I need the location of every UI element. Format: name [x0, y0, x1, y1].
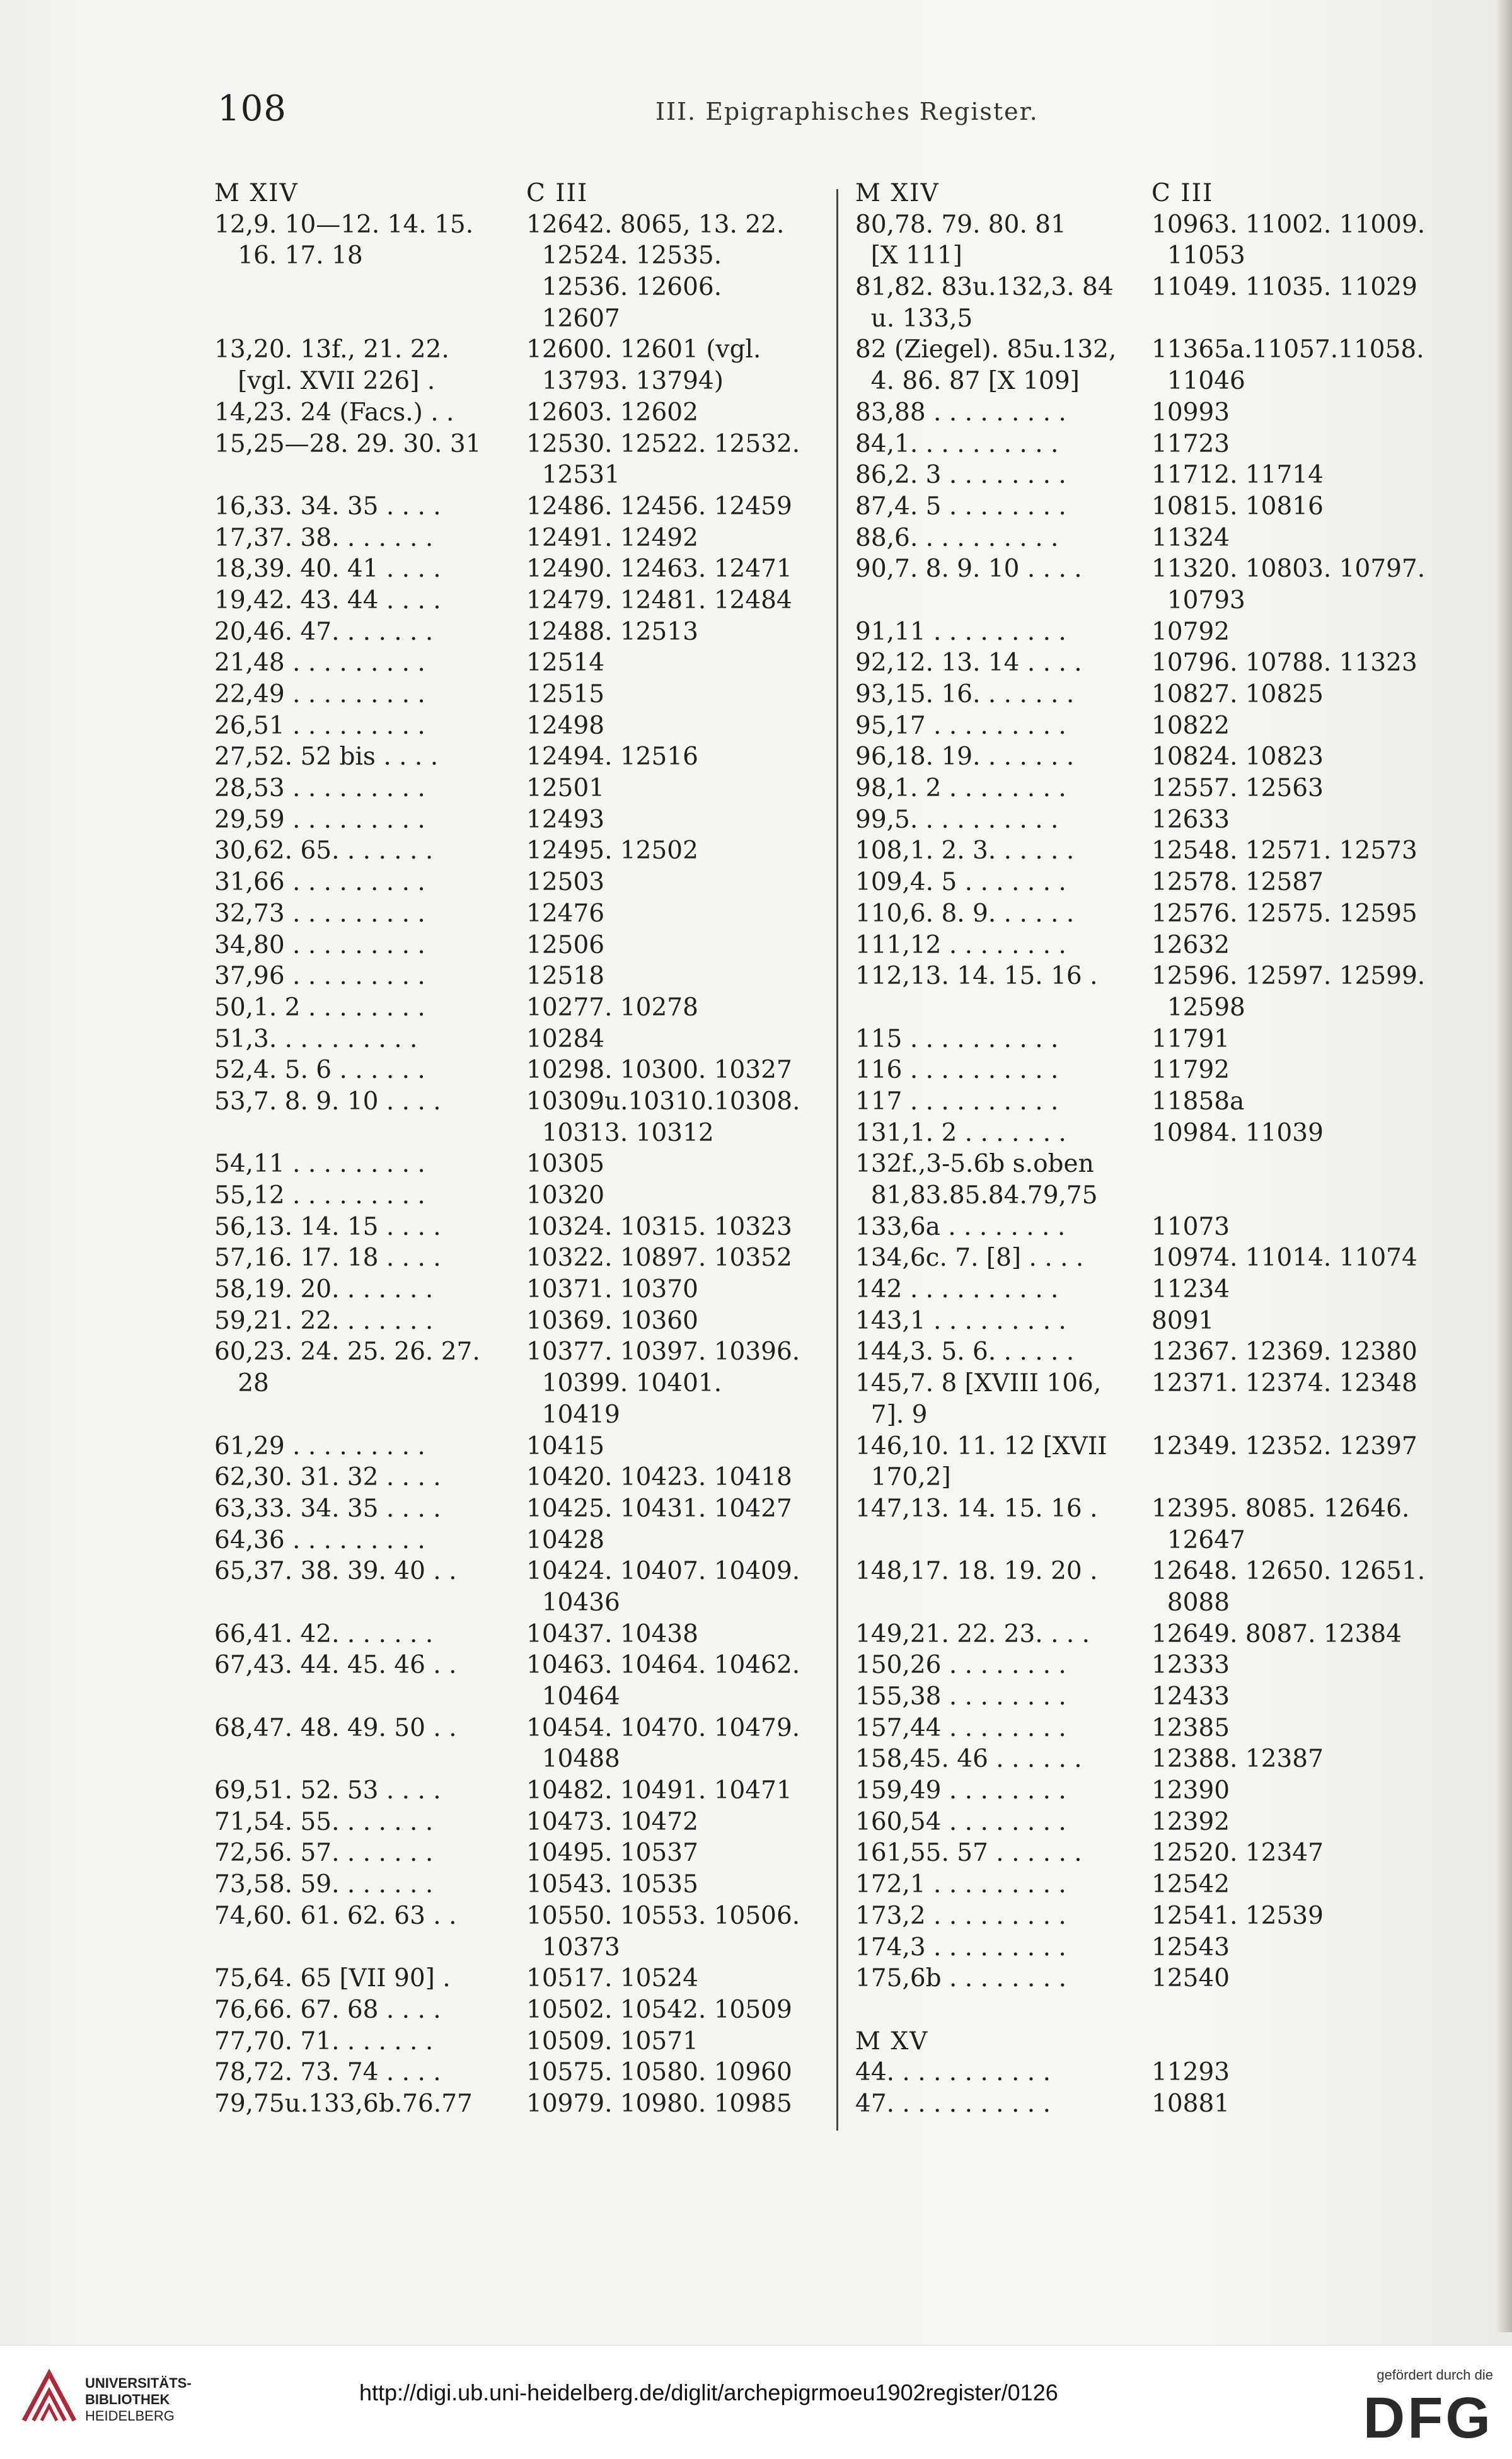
m-xiv-reference: 155,38 . . . . . . . . — [855, 1682, 1066, 1711]
c-iii-reference: 12543 — [1151, 1933, 1230, 1962]
c-iii-reference: 10575. 10580. 10960 — [526, 2058, 792, 2087]
c-iii-reference: 12642. 8065, 13. 22. — [526, 210, 785, 239]
c-iii-reference: 12536. 12606. — [526, 273, 722, 302]
m-xiv-reference: 22,49 . . . . . . . . . — [214, 680, 425, 709]
m-xiv-reference: 31,66 . . . . . . . . . — [214, 868, 425, 897]
c-iii-reference: 10305 — [526, 1150, 605, 1179]
m-xiv-reference: [vgl. XVII 226] . — [214, 367, 436, 396]
m-xiv-reference: 81,83.85.84.79,75 — [855, 1181, 1098, 1210]
c-iii-reference: 10313. 10312 — [526, 1118, 714, 1147]
m-xiv-reference: 28 — [214, 1369, 269, 1398]
c-iii-reference: 10974. 11014. 11074 — [1151, 1244, 1417, 1273]
m-xiv-reference: 173,2 . . . . . . . . . — [855, 1901, 1066, 1930]
c-iii-reference: 10377. 10397. 10396. — [526, 1338, 800, 1367]
c-iii-reference: 10979. 10980. 10985 — [526, 2089, 792, 2118]
m-xiv-reference: 80,78. 79. 80. 81 — [855, 210, 1066, 239]
column-divider — [836, 189, 838, 2131]
m-xiv-reference: 145,7. 8 [XVIII 106, — [855, 1369, 1102, 1398]
m-xiv-reference: 146,10. 11. 12 [XVII — [855, 1432, 1107, 1461]
c-iii-reference: 10815. 10816 — [1151, 492, 1324, 521]
c-iii-reference: 10792 — [1151, 617, 1230, 646]
library-name-line3: HEIDELBERG — [85, 2408, 175, 2424]
m-xiv-reference: 14,23. 24 (Facs.) . . — [214, 398, 454, 427]
c-iii-reference: 11858a — [1151, 1087, 1245, 1116]
page-number: 108 — [217, 88, 287, 129]
m-xiv-reference: 17,37. 38. . . . . . . — [214, 523, 434, 552]
c-iii-reference: 10502. 10542. 10509 — [526, 1995, 792, 2024]
m-xiv-reference: 93,15. 16. . . . . . . — [855, 680, 1075, 709]
c-iii-reference: 11234 — [1151, 1275, 1230, 1304]
m-xiv-reference: 83,88 . . . . . . . . . — [855, 398, 1066, 427]
m-xiv-reference: 59,21. 22. . . . . . . — [214, 1306, 434, 1335]
m-xiv-reference: M XIV — [214, 179, 299, 207]
m-xiv-reference: 76,66. 67. 68 . . . . — [214, 1995, 441, 2024]
funding-note: gefördert durch die — [1376, 2367, 1493, 2383]
c-iii-reference: 10827. 10825 — [1151, 680, 1324, 709]
m-xiv-reference: 66,41. 42. . . . . . . — [214, 1619, 434, 1648]
m-xiv-reference: 19,42. 43. 44 . . . . — [214, 586, 441, 615]
c-iii-reference: 12385 — [1151, 1713, 1230, 1742]
m-xiv-reference: 84,1. . . . . . . . . . — [855, 429, 1059, 458]
c-iii-reference: 10796. 10788. 11323 — [1151, 649, 1417, 678]
c-iii-reference: 12578. 12587 — [1151, 868, 1324, 897]
c-iii-reference: C III — [1151, 179, 1214, 207]
m-xiv-reference: 172,1 . . . . . . . . . — [855, 1870, 1066, 1899]
c-iii-reference: 12548. 12571. 12573 — [1151, 836, 1417, 865]
m-xiv-reference: 79,75u.133,6b.76.77 — [214, 2089, 473, 2118]
c-iii-reference: 12506 — [526, 930, 605, 959]
m-xiv-reference: 30,62. 65. . . . . . . — [214, 836, 434, 865]
c-iii-reference: 12540 — [1151, 1964, 1230, 1993]
c-iii-reference: 10298. 10300. 10327 — [526, 1056, 792, 1085]
m-xiv-reference: 87,4. 5 . . . . . . . . — [855, 492, 1066, 521]
c-iii-reference: 12476 — [526, 899, 605, 928]
c-iii-reference: 10322. 10897. 10352 — [526, 1244, 792, 1273]
c-iii-reference: 11053 — [1151, 241, 1245, 270]
c-iii-reference: 10320 — [526, 1181, 605, 1210]
m-xiv-reference: 111,12 . . . . . . . . — [855, 930, 1066, 959]
dfg-logo[interactable]: DFG — [1363, 2386, 1493, 2450]
c-iii-reference: 10543. 10535 — [526, 1870, 698, 1899]
c-iii-reference: 12388. 12387 — [1151, 1745, 1324, 1774]
m-xiv-reference: 21,48 . . . . . . . . . — [214, 649, 425, 678]
c-iii-reference: 10793 — [1151, 586, 1245, 615]
c-iii-reference: 10495. 10537 — [526, 1839, 698, 1868]
c-iii-reference: 12491. 12492 — [526, 523, 698, 552]
m-xiv-reference: 132f.,3-5.6b s.oben — [855, 1150, 1094, 1179]
c-iii-reference: 12433 — [1151, 1682, 1230, 1711]
c-iii-reference: 10550. 10553. 10506. — [526, 1901, 800, 1930]
m-xiv-reference: 95,17 . . . . . . . . . — [855, 711, 1066, 740]
m-xiv-reference: 67,43. 44. 45. 46 . . — [214, 1651, 457, 1680]
m-xiv-reference: 72,56. 57. . . . . . . — [214, 1839, 434, 1868]
c-iii-reference: 10399. 10401. — [526, 1369, 722, 1398]
c-iii-reference: 12557. 12563 — [1151, 774, 1324, 803]
c-iii-reference: 12390 — [1151, 1776, 1230, 1805]
m-xiv-reference: 157,44 . . . . . . . . — [855, 1713, 1066, 1742]
c-iii-reference: 12596. 12597. 12599. — [1151, 962, 1426, 991]
c-iii-reference: 12493 — [526, 805, 605, 834]
m-xiv-reference: 96,18. 19. . . . . . . — [855, 743, 1075, 772]
m-xiv-reference: 65,37. 38. 39. 40 . . — [214, 1557, 457, 1586]
c-iii-reference: 11320. 10803. 10797. — [1151, 555, 1426, 584]
m-xiv-reference: 90,7. 8. 9. 10 . . . . — [855, 555, 1082, 584]
m-xiv-reference: 56,13. 14. 15 . . . . — [214, 1212, 441, 1241]
m-xiv-reference: 58,19. 20. . . . . . . — [214, 1275, 434, 1304]
c-iii-reference: 12392 — [1151, 1807, 1230, 1836]
m-xiv-reference: 12,9. 10—12. 14. 15. — [214, 210, 474, 239]
m-xiv-reference: 63,33. 34. 35 . . . . — [214, 1494, 441, 1523]
m-xiv-reference: 86,2. 3 . . . . . . . . — [855, 461, 1066, 490]
m-xiv-reference: 34,80 . . . . . . . . . — [214, 930, 425, 959]
c-iii-reference: 12367. 12369. 12380 — [1151, 1338, 1417, 1367]
c-iii-reference: 12395. 8085. 12646. — [1151, 1494, 1410, 1523]
m-xiv-reference: 51,3. . . . . . . . . . — [214, 1024, 418, 1053]
m-xiv-reference: 158,45. 46 . . . . . . — [855, 1745, 1082, 1774]
c-iii-reference: 11792 — [1151, 1056, 1230, 1085]
c-iii-reference: 12598 — [1151, 993, 1245, 1022]
c-iii-reference: 10509. 10571 — [526, 2027, 698, 2056]
c-iii-reference: 10464 — [526, 1682, 620, 1711]
m-xiv-reference: 53,7. 8. 9. 10 . . . . — [214, 1087, 441, 1116]
m-xiv-reference: 18,39. 40. 41 . . . . — [214, 555, 441, 584]
c-iii-reference: 10488 — [526, 1745, 620, 1774]
c-iii-reference: 10371. 10370 — [526, 1275, 698, 1304]
m-xiv-reference: 60,23. 24. 25. 26. 27. — [214, 1338, 480, 1367]
m-xiv-reference: 7]. 9 — [855, 1400, 928, 1429]
m-xiv-reference: 16. 17. 18 — [214, 241, 363, 270]
page-edge-shadow — [1496, 0, 1512, 2332]
c-iii-reference: 10373 — [526, 1933, 620, 1962]
library-name — [85, 2375, 192, 2424]
c-iii-reference: 11791 — [1151, 1024, 1230, 1053]
c-iii-reference: 12371. 12374. 12348 — [1151, 1369, 1417, 1398]
m-xiv-reference: u. 133,5 — [855, 304, 973, 333]
c-iii-reference: 12632 — [1151, 930, 1230, 959]
m-xiv-reference: 82 (Ziegel). 85u.132, — [855, 335, 1117, 364]
c-iii-reference: 10424. 10407. 10409. — [526, 1557, 800, 1586]
c-iii-reference: 10454. 10470. 10479. — [526, 1713, 800, 1742]
m-xiv-reference: 50,1. 2 . . . . . . . . — [214, 993, 425, 1022]
c-iii-reference: 12490. 12463. 12471 — [526, 555, 792, 584]
m-xiv-reference: 74,60. 61. 62. 63 . . — [214, 1901, 457, 1930]
m-xiv-reference: 20,46. 47. . . . . . . — [214, 617, 434, 646]
c-iii-reference: 12647 — [1151, 1525, 1245, 1554]
m-xiv-reference: 117 . . . . . . . . . . — [855, 1087, 1059, 1116]
library-name-line1: UNIVERSITÄTS- — [85, 2375, 192, 2391]
m-xiv-reference: 64,36 . . . . . . . . . — [214, 1525, 425, 1554]
c-iii-reference: 10420. 10423. 10418 — [526, 1463, 792, 1492]
c-iii-reference: 12531 — [526, 461, 620, 490]
c-iii-reference: 12498 — [526, 711, 605, 740]
m-xiv-reference: 62,30. 31. 32 . . . . — [214, 1463, 441, 1492]
m-xiv-reference: 115 . . . . . . . . . . — [855, 1024, 1059, 1053]
c-iii-reference: 8088 — [1151, 1588, 1230, 1617]
m-xiv-reference: 131,1. 2 . . . . . . . — [855, 1118, 1066, 1147]
library-name-line2: BIBLIOTHEK — [85, 2392, 170, 2407]
m-xiv-reference: 142 . . . . . . . . . . — [855, 1275, 1059, 1304]
m-xiv-reference: 27,52. 52 bis . . . . — [214, 743, 439, 772]
m-xiv-reference: 29,59 . . . . . . . . . — [214, 805, 425, 834]
m-xiv-reference: 91,11 . . . . . . . . . — [855, 617, 1066, 646]
c-iii-reference: 10309u.10310.10308. — [526, 1087, 800, 1116]
m-xiv-reference: 109,4. 5 . . . . . . . — [855, 868, 1066, 897]
c-iii-reference: 12518 — [526, 962, 605, 991]
m-xiv-reference: 28,53 . . . . . . . . . — [214, 774, 425, 803]
m-xiv-reference: 16,33. 34. 35 . . . . — [214, 492, 441, 521]
m-xiv-reference: 57,16. 17. 18 . . . . — [214, 1244, 441, 1273]
c-iii-reference: 12603. 12602 — [526, 398, 698, 427]
c-iii-reference: 12520. 12347 — [1151, 1839, 1324, 1868]
m-xiv-reference: M XIV — [855, 179, 940, 207]
c-iii-reference: 12479. 12481. 12484 — [526, 586, 792, 615]
c-iii-reference: 12495. 12502 — [526, 836, 698, 865]
m-xiv-reference: 161,55. 57 . . . . . . — [855, 1839, 1082, 1868]
m-xiv-reference: 61,29 . . . . . . . . . — [214, 1432, 425, 1461]
m-xiv-reference: 98,1. 2 . . . . . . . . — [855, 774, 1066, 803]
m-xiv-reference: 150,26 . . . . . . . . — [855, 1651, 1066, 1680]
c-iii-reference: 11049. 11035. 11029 — [1151, 273, 1417, 302]
c-iii-reference: 10324. 10315. 10323 — [526, 1212, 792, 1241]
m-xiv-reference: 148,17. 18. 19. 20 . — [855, 1557, 1098, 1586]
m-xiv-reference: [X 111] — [855, 241, 962, 270]
m-xiv-reference: 160,54 . . . . . . . . — [855, 1807, 1066, 1836]
c-iii-reference: 10963. 11002. 11009. — [1151, 210, 1426, 239]
c-iii-reference: 12515 — [526, 680, 605, 709]
c-iii-reference: 10436 — [526, 1588, 620, 1617]
c-iii-reference: 12600. 12601 (vgl. — [526, 335, 761, 364]
c-iii-reference: 11712. 11714 — [1151, 461, 1324, 490]
m-xiv-reference: M XV — [855, 2027, 929, 2056]
c-iii-reference: 10482. 10491. 10471 — [526, 1776, 792, 1805]
m-xiv-reference: 175,6b . . . . . . . . — [855, 1964, 1066, 1993]
c-iii-reference: 11293 — [1151, 2058, 1230, 2087]
c-iii-reference: 10822 — [1151, 711, 1230, 740]
m-xiv-reference: 37,96 . . . . . . . . . — [214, 962, 425, 991]
c-iii-reference: 11073 — [1151, 1212, 1230, 1241]
c-iii-reference: 12514 — [526, 649, 605, 678]
m-xiv-reference: 78,72. 73. 74 . . . . — [214, 2058, 441, 2087]
c-iii-reference: 12524. 12535. — [526, 241, 722, 270]
c-iii-reference: 10881 — [1151, 2089, 1230, 2118]
c-iii-reference: 12607 — [526, 304, 620, 333]
m-xiv-reference: 55,12 . . . . . . . . . — [214, 1181, 425, 1210]
m-xiv-reference: 75,64. 65 [VII 90] . — [214, 1964, 451, 1993]
m-xiv-reference: 26,51 . . . . . . . . . — [214, 711, 425, 740]
m-xiv-reference: 159,49 . . . . . . . . — [855, 1776, 1066, 1805]
c-iii-reference: 10993 — [1151, 398, 1230, 427]
c-iii-reference: 11365a.11057.11058. — [1151, 335, 1424, 364]
m-xiv-reference: 81,82. 83u.132,3. 84 — [855, 273, 1114, 302]
m-xiv-reference: 73,58. 59. . . . . . . — [214, 1870, 434, 1899]
c-iii-reference: 12503 — [526, 868, 605, 897]
m-xiv-reference: 116 . . . . . . . . . . — [855, 1056, 1059, 1085]
c-iii-reference: 12633 — [1151, 805, 1230, 834]
m-xiv-reference: 108,1. 2. 3. . . . . . — [855, 836, 1075, 865]
c-iii-reference: 12494. 12516 — [526, 743, 698, 772]
c-iii-reference: 10284 — [526, 1024, 605, 1053]
c-iii-reference: 12486. 12456. 12459 — [526, 492, 792, 521]
c-iii-reference: 12349. 12352. 12397 — [1151, 1432, 1417, 1461]
m-xiv-reference: 110,6. 8. 9. . . . . . — [855, 899, 1075, 928]
c-iii-reference: 11324 — [1151, 523, 1230, 552]
c-iii-reference: 10425. 10431. 10427 — [526, 1494, 792, 1523]
c-iii-reference: 10428 — [526, 1525, 605, 1554]
c-iii-reference: 10824. 10823 — [1151, 743, 1324, 772]
m-xiv-reference: 15,25—28. 29. 30. 31 — [214, 429, 482, 458]
m-xiv-reference: 77,70. 71. . . . . . . — [214, 2027, 434, 2056]
m-xiv-reference: 144,3. 5. 6. . . . . . — [855, 1338, 1075, 1367]
m-xiv-reference: 149,21. 22. 23. . . . — [855, 1619, 1090, 1648]
c-iii-reference: 10984. 11039 — [1151, 1118, 1324, 1147]
m-xiv-reference: 52,4. 5. 6 . . . . . . — [214, 1056, 425, 1085]
m-xiv-reference: 68,47. 48. 49. 50 . . — [214, 1713, 457, 1742]
m-xiv-reference: 32,73 . . . . . . . . . — [214, 899, 425, 928]
m-xiv-reference: 71,54. 55. . . . . . . — [214, 1807, 434, 1836]
c-iii-reference: 10463. 10464. 10462. — [526, 1651, 800, 1680]
c-iii-reference: 12541. 12539 — [1151, 1901, 1324, 1930]
c-iii-reference: C III — [526, 179, 589, 207]
c-iii-reference: 12501 — [526, 774, 605, 803]
m-xiv-reference: 13,20. 13f., 21. 22. — [214, 335, 449, 364]
page-title: III. Epigraphisches Register. — [655, 98, 1039, 125]
c-iii-reference: 10437. 10438 — [526, 1619, 698, 1648]
m-xiv-reference: 170,2] — [855, 1463, 951, 1492]
m-xiv-reference: 133,6a . . . . . . . . — [855, 1212, 1066, 1241]
m-xiv-reference: 134,6c. 7. [8] . . . . — [855, 1244, 1084, 1273]
m-xiv-reference: 44. . . . . . . . . . . — [855, 2058, 1051, 2087]
c-iii-reference: 10415 — [526, 1432, 605, 1461]
ub-heidelberg-logo-icon[interactable] — [18, 2367, 78, 2427]
c-iii-reference: 12542 — [1151, 1870, 1230, 1899]
c-iii-reference: 10369. 10360 — [526, 1306, 698, 1335]
c-iii-reference: 12488. 12513 — [526, 617, 698, 646]
m-xiv-reference: 88,6. . . . . . . . . . — [855, 523, 1059, 552]
c-iii-reference: 11723 — [1151, 429, 1230, 458]
c-iii-reference: 10473. 10472 — [526, 1807, 698, 1836]
c-iii-reference: 11046 — [1151, 367, 1245, 396]
c-iii-reference: 12648. 12650. 12651. — [1151, 1557, 1426, 1586]
source-url-link[interactable]: http://digi.ub.uni-heidelberg.de/diglit/archepigrmoeu1902register/0126 — [359, 2380, 1058, 2405]
m-xiv-reference: 112,13. 14. 15. 16 . — [855, 962, 1098, 991]
c-iii-reference: 8091 — [1151, 1306, 1215, 1335]
c-iii-reference: 13793. 13794) — [526, 367, 724, 396]
m-xiv-reference: 69,51. 52. 53 . . . . — [214, 1776, 441, 1805]
m-xiv-reference: 174,3 . . . . . . . . . — [855, 1933, 1066, 1962]
c-iii-reference: 10277. 10278 — [526, 993, 698, 1022]
m-xiv-reference: 143,1 . . . . . . . . . — [855, 1306, 1066, 1335]
c-iii-reference: 10517. 10524 — [526, 1964, 698, 1993]
m-xiv-reference: 147,13. 14. 15. 16 . — [855, 1494, 1098, 1523]
m-xiv-reference: 47. . . . . . . . . . . — [855, 2089, 1051, 2118]
m-xiv-reference: 4. 86. 87 [X 109] — [855, 367, 1080, 396]
m-xiv-reference: 54,11 . . . . . . . . . — [214, 1150, 425, 1179]
c-iii-reference: 12649. 8087. 12384 — [1151, 1619, 1402, 1648]
m-xiv-reference: 99,5. . . . . . . . . . — [855, 805, 1059, 834]
c-iii-reference: 12333 — [1151, 1651, 1230, 1680]
c-iii-reference: 12576. 12575. 12595 — [1151, 899, 1417, 928]
c-iii-reference: 10419 — [526, 1400, 620, 1429]
c-iii-reference: 12530. 12522. 12532. — [526, 429, 800, 458]
m-xiv-reference: 92,12. 13. 14 . . . . — [855, 649, 1082, 678]
